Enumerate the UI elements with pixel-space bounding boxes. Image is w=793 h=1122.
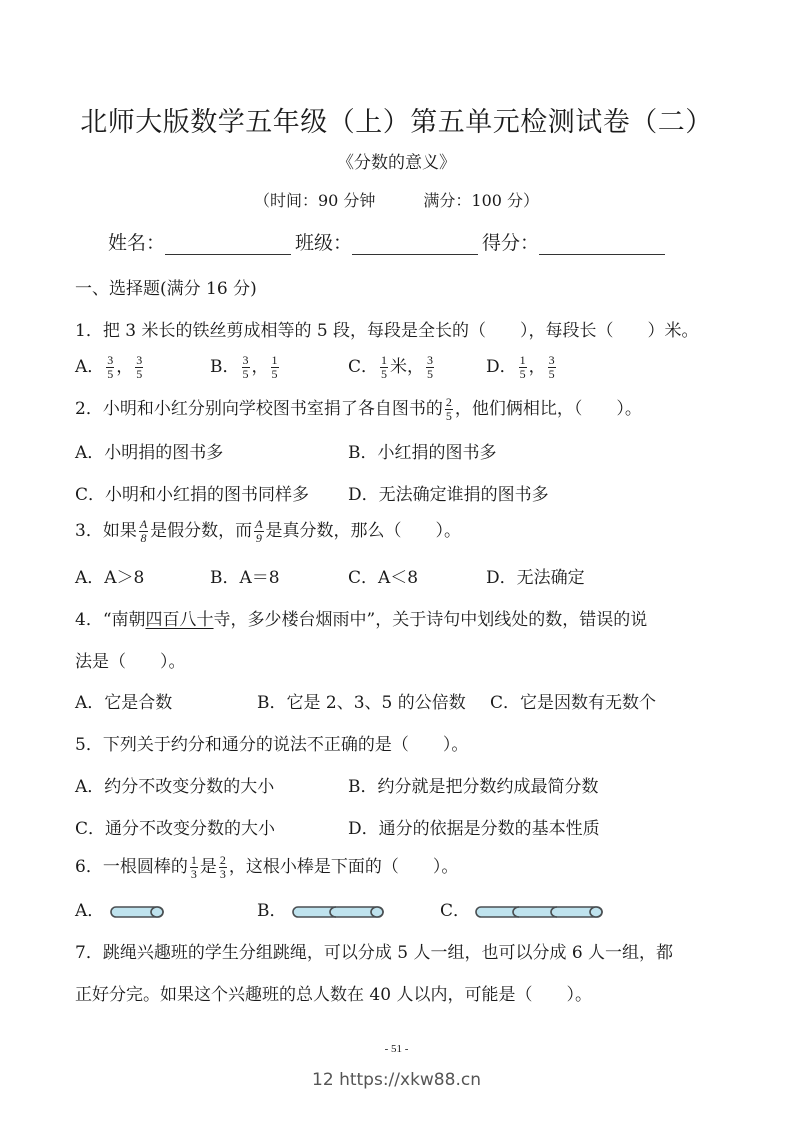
question-1: 1．把 3 米长的铁丝剪成相等的 5 段，每段是全长的（ ），每段长（ ）米。 <box>75 321 699 341</box>
q6-option-a[interactable] <box>75 896 166 921</box>
q1-option-a[interactable] <box>75 352 145 381</box>
q3-option-b[interactable]: B．A＝8 <box>210 568 280 588</box>
fraction: $\frac{1}{5}$ <box>381 353 388 381</box>
time-limit: （时间：90 分钟 <box>253 191 376 210</box>
separator: ， <box>116 357 134 377</box>
q3-option-a[interactable]: A．A＞8 <box>75 568 145 588</box>
question-4 <box>75 605 647 630</box>
option-label: D． <box>486 357 517 377</box>
q1-option-b[interactable] <box>210 352 281 381</box>
name-label: 姓名： <box>108 232 166 254</box>
q1-option-c[interactable] <box>348 352 436 381</box>
q6-option-b[interactable] <box>257 896 386 921</box>
option-label: C． <box>440 901 471 921</box>
question-7-line-2: 正好分完。如果这个兴趣班的总人数在 40 人以内，可能是（ ）。 <box>75 985 592 1005</box>
question-7: 7．跳绳兴趣班的学生分组跳绳，可以分成 5 人一组，也可以分成 6 人一组，都 <box>75 943 674 963</box>
q4-option-a[interactable]: A．它是合数 <box>75 693 173 713</box>
q4-option-c[interactable]: C．它是因数有无数个 <box>490 693 657 713</box>
question-1-options <box>0 352 793 386</box>
name-blank[interactable] <box>165 236 291 255</box>
q3-text-after: 是真分数，那么（ ）。 <box>265 521 462 541</box>
stick-3-segment-icon <box>475 905 605 919</box>
fraction: $\frac{A}{8}$ <box>139 517 148 545</box>
class-label: 班级： <box>295 232 353 254</box>
separator: ， <box>528 357 546 377</box>
q2-option-c[interactable]: C．小明和小红捐的图书同样多 <box>75 485 310 505</box>
q6-option-c[interactable] <box>440 896 605 921</box>
fraction: $\frac{3}{5}$ <box>107 353 114 381</box>
q4-text: 4．“南朝 <box>75 610 146 630</box>
class-blank[interactable] <box>352 236 478 255</box>
q4-option-b[interactable]: B．它是 2、3、5 的公倍数 <box>257 693 466 713</box>
fraction: $\frac{2}{3}$ <box>219 853 226 881</box>
question-5: 5．下列关于约分和通分的说法不正确的是（ ）。 <box>75 735 469 755</box>
fraction: $\frac{A}{9}$ <box>255 517 263 545</box>
q6-text-mid: 是 <box>199 857 217 877</box>
q3-text-mid: 是假分数，而 <box>150 521 253 541</box>
underlined-number: 四百八十 <box>145 610 214 630</box>
question-3 <box>75 516 461 545</box>
fraction: $\frac{3}{5}$ <box>427 353 434 381</box>
option-label: A． <box>75 901 105 921</box>
separator: ， <box>251 357 269 377</box>
q6-text-after: ，这根小棒是下面的（ ）。 <box>228 857 459 877</box>
q3-option-d[interactable]: D．无法确定 <box>486 568 585 588</box>
grade-label: 得分： <box>482 232 540 254</box>
section-heading: 一、选择题(满分 16 分) <box>75 279 257 299</box>
option-label: A． <box>75 357 105 377</box>
fraction: $\frac{2}{5}$ <box>445 395 452 423</box>
fraction: $\frac{1}{3}$ <box>190 853 197 881</box>
fraction: $\frac{1}{5}$ <box>271 353 278 381</box>
question-6 <box>75 852 458 881</box>
fraction: $\frac{3}{5}$ <box>242 353 249 381</box>
fraction: $\frac{1}{5}$ <box>519 353 526 381</box>
exam-subtitle: 《分数的意义》 <box>337 153 456 173</box>
q5-option-c[interactable]: C．通分不改变分数的大小 <box>75 819 276 839</box>
q2-option-d[interactable]: D．无法确定谁捐的图书多 <box>348 485 549 505</box>
q2-option-b[interactable]: B．小红捐的图书多 <box>348 443 497 463</box>
option-label: B． <box>210 357 240 377</box>
option-label: B． <box>257 901 287 921</box>
question-2 <box>75 394 642 423</box>
q5-option-d[interactable]: D．通分的依据是分数的基本性质 <box>348 819 600 839</box>
q5-option-a[interactable]: A．约分不改变分数的大小 <box>75 777 275 797</box>
q3-text: 3．如果 <box>75 521 137 541</box>
q5-option-b[interactable]: B．约分就是把分数约成最简分数 <box>348 777 599 797</box>
option-label: C． <box>348 357 379 377</box>
page-number: - 51 - <box>384 1043 409 1055</box>
q2-option-a[interactable]: A．小明捐的图书多 <box>75 443 224 463</box>
fraction: $\frac{3}{5}$ <box>136 353 143 381</box>
q3-option-c[interactable]: C．A＜8 <box>348 568 419 588</box>
stick-1-segment-icon <box>110 905 166 919</box>
exam-title: 北师大版数学五年级（上）第五单元检测试卷（二） <box>80 107 713 138</box>
fraction: $\frac{3}{5}$ <box>548 353 555 381</box>
q2-text-after: ，他们俩相比，（ ）。 <box>454 399 642 419</box>
watermark-url[interactable]: 12 https://xkw88.cn <box>312 1070 481 1090</box>
full-score: 满分：100 分） <box>423 191 540 210</box>
grade-blank[interactable] <box>539 236 665 255</box>
q4-text-after: 寺，多少楼台烟雨中”，关于诗句中划线处的数，错误的说 <box>213 610 648 630</box>
student-info-row <box>108 228 669 255</box>
q2-text: 2．小明和小红分别向学校图书室捐了各自图书的 <box>75 399 443 419</box>
stick-2-segment-icon <box>292 905 386 919</box>
q6-text: 6．一根圆棒的 <box>75 857 188 877</box>
separator: 米， <box>390 357 425 377</box>
question-4-line-2: 法是（ ）。 <box>75 652 186 672</box>
q1-option-d[interactable] <box>486 352 558 381</box>
exam-meta <box>0 188 793 211</box>
